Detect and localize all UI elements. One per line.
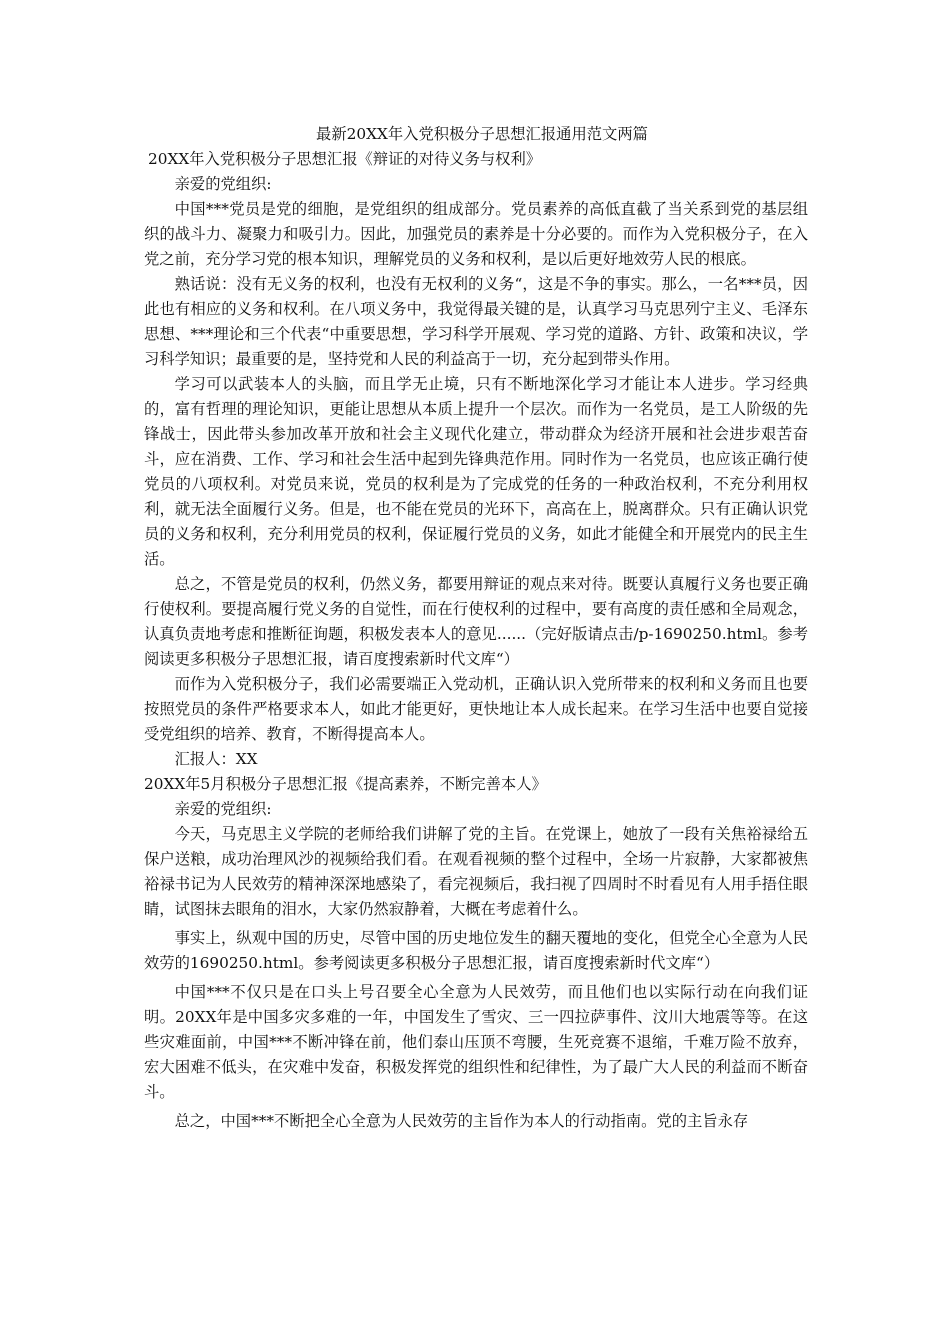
paragraph: 事实上，纵观中国的历史，尽管中国的历史地位发生的翻天覆地的变化，但党全心全意为人民效劳的1690250.html。参考阅读更多积极分子思想汇报，请百度搜索新时代文库“） bbox=[144, 929, 808, 972]
paragraph: 今天，马克思主义学院的老师给我们讲解了党的主旨。在党课上，她放了一段有关焦裕禄给五保户送粮，成功治理风沙的视频给我们看。在观看视频的整个过程中，全场一片寂静，大家都被焦裕禄书记为人民效劳的精神深深地感染了，看完视频后，我扫视了四周时不时看见有人用手捂住眼睛，试图抹去眼角的泪水，大家仍然寂静着，大概在考虑着什么。 bbox=[144, 825, 808, 918]
salutation: 亲爱的党组织: bbox=[174, 800, 272, 818]
section-2 bbox=[144, 772, 808, 1134]
paragraph: 熟话说：没有无义务的权利，也没有无权利的义务“，这是不争的事实。那么，一名***员，因此也有相应的义务和权利。在八项义务中，我觉得最关键的是，认真学习马克思列宁主义、毛泽东思想、***理论和三个代表“中重要思想，学习科学开展观、学习党的道路、方针、政策和决议，学习科学知识；最重要的是，坚持党和人民的利益高于一切，充分起到带头作用。 bbox=[144, 275, 808, 368]
section-heading: 20XX年入党积极分子思想汇报《辩证的对待义务与权利》 bbox=[148, 150, 542, 168]
paragraph: 中国***党员是党的细胞，是党组织的组成部分。党员素养的高低直截了当关系到党的基层组织的战斗力、凝聚力和吸引力。因此，加强党员的素养是十分必要的。而作为入党积极分子，在入党之前，充分学习党的根本知识，理解党员的义务和权利，是以后更好地效劳人民的根底。 bbox=[144, 200, 808, 268]
paragraph: 而作为入党积极分子，我们必需要端正入党动机，正确认识入党所带来的权利和义务而且也要按照党员的条件严格要求本人，如此才能更好，更快地让本人成长起来。在学习生活中也要自觉接受党组织的培养、教育，不断得提高本人。 bbox=[144, 675, 808, 743]
paragraph: 学习可以武装本人的头脑，而且学无止境，只有不断地深化学习才能让本人进步。学习经典的，富有哲理的理论知识，更能让思想从本质上提升一个层次。而作为一名党员，是工人阶级的先锋战士，因此带头参加改革开放和社会主义现代化建立，带动群众为经济开展和社会进步艰苦奋斗，应在消费、工作、学习和社会生活中起到先锋典范作用。同时作为一名党员，也应该正确行使党员的八项权利。对党员来说，党员的权利是为了完成党的任务的一种政治权利，不充分利用权利，就无法全面履行义务。但是，也不能在党员的光环下，高高在上，脱离群众。只有正确认识党员的义务和权利，充分利用党员的权利，保证履行党员的义务，如此才能健全和开展党内的民主生活。 bbox=[144, 375, 808, 568]
paragraph: 中国***不仅只是在口头上号召要全心全意为人民效劳，而且他们也以实际行动在向我们证明。20XX年是中国多灾多难的一年，中国发生了雪灾、三一四拉萨事件、汶川大地震等等。在这些灾难面前，中国***不断冲锋在前，他们泰山压顶不弯腰，生死竞赛不退缩，千难万险不放弃，宏大困难不低头，在灾难中发奋，积极发挥党的组织性和纪律性，为了最广大人民的利益而不断奋斗。 bbox=[144, 983, 808, 1101]
section-heading: 20XX年5月积极分子思想汇报《提高素养，不断完善本人》 bbox=[144, 775, 547, 793]
reporter-signature: 汇报人：XX bbox=[174, 750, 258, 768]
paragraph: 总之，中国***不断把全心全意为人民效劳的主旨作为本人的行动指南。党的主旨永存 bbox=[174, 1112, 749, 1130]
paragraph: 总之，不管是党员的权利，仍然义务，都要用辩证的观点来对待。既要认真履行义务也要正确行使权利。要提高履行党义务的自觉性，而在行使权利的过程中，要有高度的责任感和全局观念，认真负责地考虑和推断征询题，积极发表本人的意见......（完好版请点击/p-1690250.html。参考阅读更多积极分子思想汇报，请百度搜索新时代文库“） bbox=[144, 575, 808, 668]
salutation: 亲爱的党组织: bbox=[174, 175, 272, 193]
section-1 bbox=[144, 147, 808, 772]
document-title: 最新20XX年入党积极分子思想汇报通用范文两篇 bbox=[316, 125, 648, 143]
document-body bbox=[144, 122, 808, 1134]
